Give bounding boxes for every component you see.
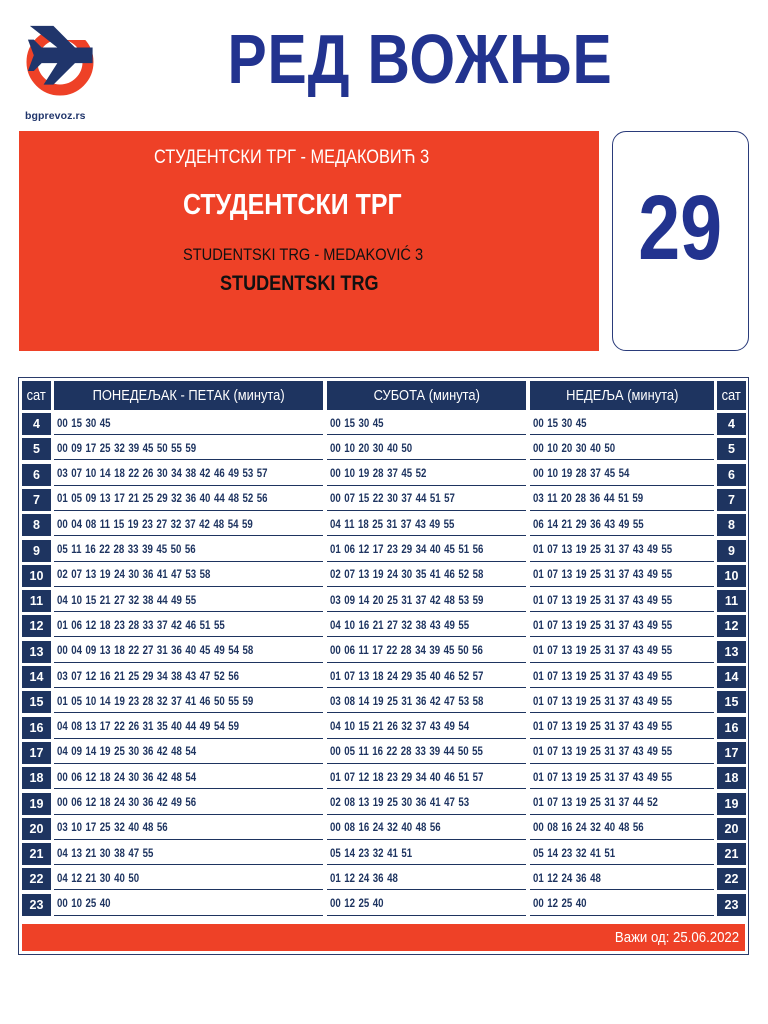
weekday-minutes: 05 11 16 22 28 33 39 45 50 56	[54, 540, 323, 562]
weekday-minutes: 01 05 09 13 17 21 25 29 32 36 40 44 48 52 56	[54, 489, 323, 511]
weekday-minutes: 00 10 25 40	[54, 894, 323, 916]
weekday-minutes: 00 04 09 13 18 22 27 31 36 40 45 49 54 58	[54, 641, 323, 663]
sunday-header: НЕДЕЉА (минута)	[530, 381, 714, 410]
page-title: РЕД ВОЖЊЕ	[227, 20, 613, 98]
hour-cell-right: 23	[717, 894, 746, 916]
hour-cell-left: 10	[22, 565, 51, 587]
hour-cell-left: 20	[22, 818, 51, 840]
sunday-minutes: 01 07 13 19 25 31 37 44 52	[530, 793, 714, 815]
saturday-header: СУБОТА (минута)	[327, 381, 526, 410]
sunday-minutes: 01 07 13 19 25 31 37 43 49 55	[530, 565, 714, 587]
table-row	[19, 590, 748, 612]
sunday-minutes: 01 07 13 19 25 31 37 43 49 55	[530, 641, 714, 663]
hour-cell-left: 14	[22, 666, 51, 688]
hour-cell-left: 7	[22, 489, 51, 511]
sunday-minutes: 01 07 13 19 25 31 37 43 49 55	[530, 666, 714, 688]
weekday-minutes: 03 07 12 16 21 25 29 34 38 43 47 52 56	[54, 666, 323, 688]
hour-cell-right: 7	[717, 489, 746, 511]
hour-cell-left: 22	[22, 868, 51, 890]
saturday-minutes: 03 08 14 19 25 31 36 42 47 53 58	[327, 691, 526, 713]
hour-cell-right: 12	[717, 615, 746, 637]
weekday-minutes: 04 12 21 30 40 50	[54, 868, 323, 890]
table-row	[19, 691, 748, 713]
saturday-minutes: 01 06 12 17 23 29 34 40 45 51 56	[327, 540, 526, 562]
sunday-minutes: 01 07 13 19 25 31 37 43 49 55	[530, 691, 714, 713]
hour-cell-left: 17	[22, 742, 51, 764]
saturday-minutes: 05 14 23 32 41 51	[327, 843, 526, 865]
hour-cell-right: 21	[717, 843, 746, 865]
hour-cell-left: 8	[22, 514, 51, 536]
route-panel	[19, 131, 599, 351]
table-row	[19, 894, 748, 916]
sunday-minutes: 01 12 24 36 48	[530, 868, 714, 890]
saturday-minutes: 04 11 18 25 31 37 43 49 55	[327, 514, 526, 536]
saturday-minutes: 04 10 15 21 26 32 37 43 49 54	[327, 717, 526, 739]
hour-cell-right: 22	[717, 868, 746, 890]
table-row	[19, 868, 748, 890]
weekday-minutes: 01 06 12 18 23 28 33 37 42 46 51 55	[54, 615, 323, 637]
hour-cell-right: 18	[717, 767, 746, 789]
sunday-minutes: 01 07 13 19 25 31 37 43 49 55	[530, 767, 714, 789]
weekday-minutes: 04 09 14 19 25 30 36 42 48 54	[54, 742, 323, 764]
saturday-minutes: 02 08 13 19 25 30 36 41 47 53	[327, 793, 526, 815]
hour-cell-left: 5	[22, 438, 51, 460]
table-row	[19, 540, 748, 562]
table-row	[19, 464, 748, 486]
table-row	[19, 717, 748, 739]
saturday-minutes: 00 15 30 45	[327, 413, 526, 435]
hour-cell-left: 21	[22, 843, 51, 865]
table-row	[19, 818, 748, 840]
stop-name-latin: STUDENTSKI TRG	[220, 272, 379, 295]
hour-cell-right: 14	[717, 666, 746, 688]
table-row	[19, 767, 748, 789]
weekday-minutes: 00 15 30 45	[54, 413, 323, 435]
table-row	[19, 489, 748, 511]
hour-cell-right: 4	[717, 413, 746, 435]
hour-cell-left: 23	[22, 894, 51, 916]
hour-cell-left: 11	[22, 590, 51, 612]
table-row	[19, 641, 748, 663]
table-row	[19, 793, 748, 815]
hour-header-left: сат	[22, 381, 51, 410]
table-row	[19, 843, 748, 865]
hour-cell-right: 9	[717, 540, 746, 562]
hour-cell-left: 6	[22, 464, 51, 486]
hour-cell-left: 9	[22, 540, 51, 562]
bgprevoz-logo	[22, 22, 102, 132]
saturday-minutes: 00 07 15 22 30 37 44 51 57	[327, 489, 526, 511]
saturday-minutes: 01 07 13 18 24 29 35 40 46 52 57	[327, 666, 526, 688]
sunday-minutes: 01 07 13 19 25 31 37 43 49 55	[530, 615, 714, 637]
saturday-minutes: 01 07 12 18 23 29 34 40 46 51 57	[327, 767, 526, 789]
weekday-minutes: 00 06 12 18 24 30 36 42 48 54	[54, 767, 323, 789]
weekday-header: ПОНЕДЕЉАК - ПЕТАК (минута)	[54, 381, 323, 410]
sunday-minutes: 06 14 21 29 36 43 49 55	[530, 514, 714, 536]
table-row	[19, 742, 748, 764]
saturday-minutes: 04 10 16 21 27 32 38 43 49 55	[327, 615, 526, 637]
weekday-minutes: 03 10 17 25 32 40 48 56	[54, 818, 323, 840]
hour-cell-right: 19	[717, 793, 746, 815]
sunday-minutes: 01 07 13 19 25 31 37 43 49 55	[530, 742, 714, 764]
hour-cell-left: 4	[22, 413, 51, 435]
saturday-minutes: 02 07 13 19 24 30 35 41 46 52 58	[327, 565, 526, 587]
saturday-minutes: 00 06 11 17 22 28 34 39 45 50 56	[327, 641, 526, 663]
hour-cell-right: 20	[717, 818, 746, 840]
valid-from-bar	[22, 924, 745, 951]
weekday-minutes: 00 06 12 18 24 30 36 42 49 56	[54, 793, 323, 815]
saturday-minutes: 03 09 14 20 25 31 37 42 48 53 59	[327, 590, 526, 612]
weekday-minutes: 04 13 21 30 38 47 55	[54, 843, 323, 865]
saturday-minutes: 00 12 25 40	[327, 894, 526, 916]
logo-mark-icon	[26, 22, 98, 108]
hour-cell-left: 15	[22, 691, 51, 713]
hour-cell-right: 16	[717, 717, 746, 739]
saturday-minutes: 01 12 24 36 48	[327, 868, 526, 890]
valid-from-text: Важи од: 25.06.2022	[614, 929, 739, 946]
weekday-minutes: 03 07 10 14 18 22 26 30 34 38 42 46 49 53 57	[54, 464, 323, 486]
saturday-minutes: 00 10 20 30 40 50	[327, 438, 526, 460]
weekday-minutes: 02 07 13 19 24 30 36 41 47 53 58	[54, 565, 323, 587]
sunday-minutes: 03 11 20 28 36 44 51 59	[530, 489, 714, 511]
hour-cell-left: 19	[22, 793, 51, 815]
sunday-minutes: 00 12 25 40	[530, 894, 714, 916]
hour-cell-right: 15	[717, 691, 746, 713]
hour-cell-right: 10	[717, 565, 746, 587]
table-row	[19, 514, 748, 536]
hour-cell-left: 16	[22, 717, 51, 739]
hour-cell-left: 13	[22, 641, 51, 663]
saturday-minutes: 00 05 11 16 22 28 33 39 44 50 55	[327, 742, 526, 764]
saturday-minutes: 00 10 19 28 37 45 52	[327, 464, 526, 486]
table-row	[19, 565, 748, 587]
hour-cell-right: 13	[717, 641, 746, 663]
table-row	[19, 438, 748, 460]
hour-cell-right: 17	[717, 742, 746, 764]
sunday-minutes: 01 07 13 19 25 31 37 43 49 55	[530, 717, 714, 739]
hour-header-right: сат	[717, 381, 746, 410]
sunday-minutes: 05 14 23 32 41 51	[530, 843, 714, 865]
sunday-minutes: 01 07 13 19 25 31 37 43 49 55	[530, 540, 714, 562]
weekday-minutes: 00 09 17 25 32 39 45 50 55 59	[54, 438, 323, 460]
sunday-minutes: 00 10 20 30 40 50	[530, 438, 714, 460]
weekday-minutes: 04 10 15 21 27 32 38 44 49 55	[54, 590, 323, 612]
line-number: 29	[638, 177, 723, 279]
hour-cell-right: 8	[717, 514, 746, 536]
hour-cell-right: 11	[717, 590, 746, 612]
weekday-minutes: 00 04 08 11 15 19 23 27 32 37 42 48 54 59	[54, 514, 323, 536]
stop-name-cyrillic: СТУДЕНТСКИ ТРГ	[183, 189, 402, 221]
saturday-minutes: 00 08 16 24 32 40 48 56	[327, 818, 526, 840]
hour-cell-left: 18	[22, 767, 51, 789]
table-row	[19, 413, 748, 435]
route-name-latin: STUDENTSKI TRG - MEDAKOVIĆ 3	[183, 245, 424, 264]
hour-cell-right: 6	[717, 464, 746, 486]
line-number-box	[612, 131, 749, 351]
hour-cell-left: 12	[22, 615, 51, 637]
table-row	[19, 666, 748, 688]
sunday-minutes: 01 07 13 19 25 31 37 43 49 55	[530, 590, 714, 612]
sunday-minutes: 00 08 16 24 32 40 48 56	[530, 818, 714, 840]
logo-text: bgprevoz.rs	[25, 110, 86, 122]
table-row	[19, 615, 748, 637]
hour-cell-right: 5	[717, 438, 746, 460]
sunday-minutes: 00 15 30 45	[530, 413, 714, 435]
timetable	[18, 377, 749, 955]
sunday-minutes: 00 10 19 28 37 45 54	[530, 464, 714, 486]
weekday-minutes: 04 08 13 17 22 26 31 35 40 44 49 54 59	[54, 717, 323, 739]
weekday-minutes: 01 05 10 14 19 23 28 32 37 41 46 50 55 59	[54, 691, 323, 713]
route-name-cyrillic: СТУДЕНТСКИ ТРГ - МЕДАКОВИЋ 3	[154, 147, 430, 168]
